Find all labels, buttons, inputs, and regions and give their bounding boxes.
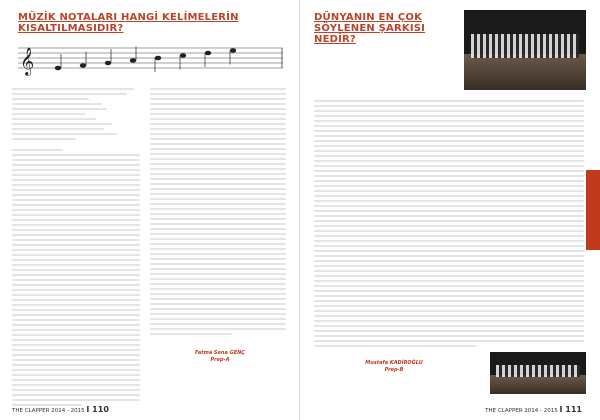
magazine-name: THE CLAPPER 2014 - 2015 <box>12 408 85 414</box>
left-column-text-block <box>12 88 140 378</box>
right-author-signature <box>314 360 474 374</box>
right-page-footer <box>485 405 582 414</box>
author-class: Prep-A <box>210 357 230 363</box>
magazine-name: THE CLAPPER 2014 - 2015 <box>485 408 558 414</box>
right-page-text-block <box>314 100 584 350</box>
side-tab-strip <box>586 170 600 250</box>
left-page-footer <box>12 405 109 414</box>
page-number: I 110 <box>86 405 109 414</box>
left-page-title: MÜZİK NOTALARI HANGİ KELİMELERİN KISALTILMASIDIR? <box>18 12 239 34</box>
choir-photo-top <box>464 10 586 90</box>
author-name: Mustafa KADİROĞLU <box>365 360 423 366</box>
page-number: I 111 <box>559 405 582 414</box>
music-staff-illustration <box>18 38 283 78</box>
choir-photo-bottom <box>490 352 586 394</box>
author-class: Prep-B <box>384 367 404 373</box>
author-name: Fatma Sena GENÇ <box>195 350 245 356</box>
right-page-title: DÜNYANIN EN ÇOK SÖYLENEN ŞARKISI NEDİR? <box>314 12 426 45</box>
left-author-signature <box>185 350 255 364</box>
right-page <box>300 0 600 420</box>
svg-text:𝄞: 𝄞 <box>20 47 35 75</box>
right-column-text-block <box>150 88 286 338</box>
